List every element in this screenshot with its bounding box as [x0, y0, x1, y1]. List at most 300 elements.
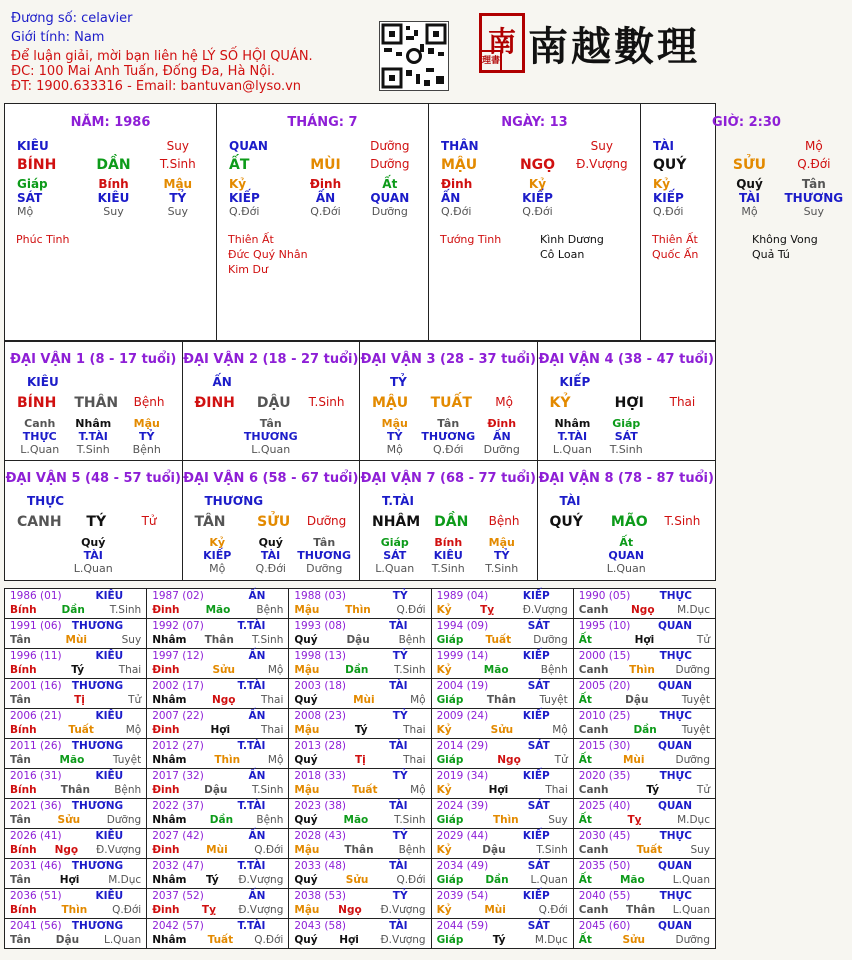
dai-van-3[interactable] — [360, 342, 538, 461]
year-god: T.TÀI — [237, 800, 266, 812]
hidden-growth — [298, 443, 352, 456]
hidden-growth: Q.Đới — [255, 562, 286, 575]
year-branch: Tuất — [68, 724, 94, 736]
year-branch: Tuất — [351, 784, 378, 796]
annual-cell[interactable] — [147, 859, 289, 889]
year-god: THỰC — [659, 590, 692, 602]
hidden-stem — [13, 536, 67, 549]
spacer — [81, 139, 145, 153]
hidden-stem: Đinh — [309, 177, 342, 191]
growth-stage: Mộ — [804, 139, 823, 153]
annual-cell[interactable] — [573, 769, 715, 799]
annual-cell[interactable] — [289, 859, 431, 889]
hidden-growth: T.Sinh — [76, 443, 110, 456]
year-label: 2022 (37) — [152, 800, 204, 812]
annual-cell[interactable] — [5, 709, 147, 739]
annual-cell[interactable] — [5, 649, 147, 679]
dai-van-title: ĐẠI VẬN 7 (68 - 77 tuổi) — [360, 471, 536, 486]
annual-pillar — [152, 813, 283, 827]
hidden-stem — [570, 177, 634, 191]
year-stem: Giáp — [436, 934, 464, 946]
annual-cell[interactable] — [573, 829, 715, 859]
year-god: T.TÀI — [237, 620, 266, 632]
year-branch: Tuất — [636, 844, 663, 856]
annual-cell[interactable] — [5, 799, 147, 829]
year-growth: Q.Đới — [396, 604, 426, 616]
annual-cell[interactable] — [431, 799, 573, 829]
year-branch: Dần — [209, 814, 234, 826]
annual-cell[interactable] — [5, 829, 147, 859]
ten-god: TÀI — [653, 139, 675, 153]
annual-cell[interactable] — [289, 829, 431, 859]
star-name: Không Vong — [752, 233, 818, 246]
year-stem: Tân — [10, 694, 31, 706]
annual-cell[interactable] — [573, 619, 715, 649]
annual-cell[interactable] — [5, 769, 147, 799]
annual-cell[interactable] — [289, 919, 431, 949]
ten-god: QUAN — [229, 139, 268, 153]
year-branch: Tý — [206, 874, 219, 886]
year-branch: Ngọ — [211, 694, 236, 706]
annual-pillar — [294, 813, 425, 827]
dai-van-god: ẤN — [212, 375, 232, 389]
year-branch: Tỵ — [480, 604, 495, 616]
annual-cell[interactable] — [431, 679, 573, 709]
annual-pillar — [437, 813, 568, 827]
hidden-stem: Tân — [801, 177, 826, 191]
year-branch: Hợi — [210, 724, 231, 736]
annual-cell[interactable] — [5, 919, 147, 949]
year-branch: Dần — [345, 664, 369, 676]
year-growth: Tuyệt — [112, 754, 142, 766]
dai-van-hidden-god-row — [368, 430, 529, 443]
hidden-stem — [120, 536, 174, 549]
pillar-0[interactable] — [5, 104, 217, 340]
annual-cell[interactable] — [431, 919, 573, 949]
dai-van-1[interactable] — [5, 342, 183, 461]
annual-cell[interactable] — [5, 679, 147, 709]
dai-van-hidden-god-row — [546, 549, 708, 562]
qr-code-icon[interactable] — [379, 21, 449, 91]
hidden-god: KIÊU — [97, 191, 130, 205]
annual-cell[interactable] — [5, 619, 147, 649]
year-god: TỶ — [392, 710, 408, 722]
hidden-stem: Quý — [736, 177, 763, 191]
annual-cell[interactable] — [431, 589, 573, 619]
year-stem: Đinh — [152, 844, 180, 856]
year-branch: Thân — [204, 634, 234, 646]
hidden-god: T.TÀI — [78, 430, 108, 443]
pillar-hidden-stem-row — [223, 177, 422, 191]
annual-head — [294, 589, 425, 603]
year-growth: Tử — [554, 754, 568, 766]
annual-head — [10, 769, 141, 783]
year-label: 1997 (12) — [152, 650, 204, 662]
year-god: SÁT — [527, 620, 550, 632]
annual-cell[interactable] — [289, 619, 431, 649]
hidden-stem: Quý — [258, 536, 283, 549]
heavenly-stem: ẤT — [229, 157, 250, 173]
year-label: 1999 (14) — [436, 650, 489, 662]
annual-pillar — [152, 903, 283, 917]
year-growth: L.Quan — [672, 904, 710, 916]
annual-cell[interactable] — [289, 589, 431, 619]
year-label: 2043 (58) — [294, 920, 346, 932]
annual-row — [5, 799, 716, 829]
annual-cell[interactable] — [289, 679, 431, 709]
annual-pillar — [152, 843, 283, 857]
annual-head — [437, 739, 568, 753]
year-label: 2006 (21) — [10, 710, 62, 722]
annual-pillar — [152, 723, 283, 737]
year-growth: Mộ — [410, 784, 426, 796]
year-label: 1990 (05) — [578, 590, 631, 602]
annual-cell[interactable] — [573, 679, 715, 709]
pillar-stem-row — [647, 153, 846, 173]
year-branch: Mão — [59, 754, 85, 766]
dai-van-8[interactable] — [538, 461, 716, 580]
year-god: SÁT — [527, 860, 550, 872]
year-stem: Mậu — [294, 904, 320, 916]
annual-head — [437, 919, 568, 933]
star-name: Kình Dương — [540, 233, 604, 246]
year-branch: Tý — [492, 934, 506, 946]
year-stem: Quý — [294, 754, 318, 766]
year-branch: Hợi — [634, 634, 655, 646]
annual-row — [5, 619, 716, 649]
year-branch: Sửu — [57, 814, 81, 826]
annual-cell[interactable] — [431, 649, 573, 679]
year-label: 2030 (45) — [578, 830, 631, 842]
annual-pillar — [437, 783, 568, 797]
year-branch: Mão — [343, 814, 369, 826]
dai-van-title: ĐẠI VẬN 6 (58 - 67 tuổi) — [183, 471, 359, 486]
dai-van-hidden-growth-row — [191, 562, 352, 575]
year-growth: Suy — [548, 814, 568, 826]
hidden-growth: Suy — [167, 205, 189, 218]
year-label: 2012 (27) — [152, 740, 204, 752]
annual-cell[interactable] — [289, 769, 431, 799]
year-god: SÁT — [527, 680, 550, 692]
year-god: KIÊU — [95, 770, 124, 782]
year-label: 2005 (20) — [578, 680, 631, 692]
annual-cell[interactable] — [289, 649, 431, 679]
pillar-hidden-stem-row — [11, 177, 210, 191]
hidden-god: KIẾP — [653, 191, 684, 205]
year-branch: Ngọ — [631, 604, 655, 616]
hidden-growth: Mộ — [386, 443, 403, 456]
annual-cell[interactable] — [289, 889, 431, 919]
dai-van-stem-row — [544, 514, 710, 530]
annual-cell[interactable] — [5, 589, 147, 619]
year-growth: Mộ — [552, 724, 568, 736]
year-stem: Đinh — [152, 784, 180, 796]
annual-head — [437, 649, 568, 663]
hidden-god: TÀI — [738, 191, 760, 205]
year-branch: Dậu — [625, 694, 649, 706]
year-stem: Kỷ — [436, 724, 452, 736]
year-branch: Tý — [71, 664, 85, 676]
annual-pillar — [579, 843, 710, 857]
hidden-growth: Suy — [803, 205, 825, 218]
year-growth: Tuyệt — [681, 724, 710, 736]
annual-pillar — [294, 693, 425, 707]
hidden-god: SÁT — [17, 191, 43, 205]
year-stem: Canh — [578, 604, 609, 616]
pillar-2[interactable] — [429, 104, 641, 340]
pillar-1[interactable] — [217, 104, 429, 340]
pillar-stem-row — [223, 153, 422, 173]
annual-row — [5, 739, 716, 769]
heavenly-stem: NHÂM — [372, 514, 421, 530]
hidden-growth: Q.Đới — [433, 443, 464, 456]
year-branch: Mùi — [206, 844, 228, 856]
year-god: THỰC — [659, 650, 692, 662]
year-branch: Ngọ — [338, 904, 362, 916]
annual-head — [294, 679, 425, 693]
year-label: 2020 (35) — [578, 770, 631, 782]
annual-cell[interactable] — [573, 859, 715, 889]
annual-cell[interactable] — [573, 799, 715, 829]
annual-cell[interactable] — [5, 739, 147, 769]
year-god: THỰC — [659, 830, 692, 842]
year-growth: Q.Đới — [396, 874, 426, 886]
annual-pillar — [10, 903, 141, 917]
year-branch: Tuất — [207, 934, 234, 946]
year-label: 2031 (46) — [10, 860, 62, 872]
dai-van-hidden-growth-row — [13, 443, 174, 456]
annual-head — [294, 769, 425, 783]
year-god: ẤN — [248, 770, 266, 782]
year-growth: Bệnh — [256, 814, 284, 826]
hidden-stem — [298, 417, 352, 430]
annual-cell[interactable] — [147, 799, 289, 829]
year-growth: Tuyệt — [539, 694, 568, 706]
heavenly-stem: QUÝ — [653, 157, 687, 173]
annual-cell[interactable] — [147, 829, 289, 859]
hidden-growth: T.Sinh — [609, 443, 643, 456]
year-branch: Mão — [205, 604, 231, 616]
star-name: Đức Quý Nhân — [228, 248, 308, 261]
annual-head — [152, 829, 283, 843]
star-name: Quốc Ấn — [652, 248, 699, 261]
annual-cell[interactable] — [431, 829, 573, 859]
pillar-hidden-growth-row — [223, 205, 422, 218]
year-growth: Bệnh — [540, 664, 568, 676]
year-god: KIẾP — [522, 830, 550, 842]
annual-head — [437, 619, 568, 633]
growth-stage: Bệnh — [488, 514, 520, 528]
annual-cell[interactable] — [573, 589, 715, 619]
annual-pillar — [579, 603, 710, 617]
annual-cell[interactable] — [5, 889, 147, 919]
annual-cell[interactable] — [147, 739, 289, 769]
pillar-hidden-god-row — [11, 191, 210, 205]
annual-cell[interactable] — [147, 589, 289, 619]
annual-cell[interactable] — [289, 709, 431, 739]
annual-cell[interactable] — [431, 619, 573, 649]
annual-cell[interactable] — [573, 739, 715, 769]
annual-cell[interactable] — [431, 739, 573, 769]
year-growth: Thai — [260, 694, 284, 706]
pillar-3[interactable] — [641, 104, 852, 340]
stars-right — [328, 232, 428, 277]
dai-van-god: THƯƠNG — [204, 494, 264, 508]
hidden-growth: Dưỡng — [371, 205, 408, 218]
hidden-stem: Mậu — [133, 417, 160, 430]
branch-stage: Dưỡng — [370, 157, 410, 171]
dai-van-grid — [4, 341, 716, 581]
year-branch: Dậu — [482, 844, 506, 856]
annual-cell[interactable] — [147, 619, 289, 649]
year-god: THỰC — [659, 770, 692, 782]
year-god: TÀI — [389, 800, 408, 812]
growth-stage: Suy — [590, 139, 613, 153]
hidden-growth: T.Sinh — [485, 562, 519, 575]
annual-cell[interactable] — [573, 919, 715, 949]
year-growth: Tuyệt — [681, 694, 710, 706]
hidden-growth: L.Quan — [552, 443, 592, 456]
annual-pillar — [294, 603, 425, 617]
annual-head — [579, 739, 710, 753]
year-branch: Sửu — [622, 934, 645, 946]
growth-stage: Bệnh — [133, 395, 165, 409]
year-growth: Q.Đới — [254, 844, 284, 856]
annual-pillar — [579, 933, 710, 947]
annual-pillar — [294, 753, 425, 767]
annual-cell[interactable] — [147, 919, 289, 949]
dai-van-title: ĐẠI VẬN 2 (18 - 27 tuổi) — [183, 352, 359, 367]
annual-cell[interactable] — [573, 709, 715, 739]
annual-cell[interactable] — [5, 859, 147, 889]
annual-cell[interactable] — [431, 709, 573, 739]
hidden-god: KIẾP — [203, 549, 232, 562]
dai-van-2[interactable] — [183, 342, 361, 461]
annual-head — [294, 649, 425, 663]
year-branch: Mùi — [484, 904, 506, 916]
year-god: T.TÀI — [237, 920, 266, 932]
year-branch: Tỵ — [627, 814, 642, 826]
year-stem: Tân — [10, 754, 31, 766]
annual-cell[interactable] — [147, 709, 289, 739]
annual-cell[interactable] — [147, 769, 289, 799]
year-branch: Tý — [354, 724, 368, 736]
annual-head — [10, 739, 141, 753]
year-branch: Thân — [486, 694, 517, 706]
dai-van-7[interactable] — [360, 461, 538, 580]
hidden-growth: Q.Đới — [653, 205, 684, 218]
dai-van-4[interactable] — [538, 342, 716, 461]
dai-van-hidden-stem-row — [191, 417, 352, 430]
stars-right — [116, 232, 216, 247]
year-label: 2002 (17) — [152, 680, 204, 692]
year-growth: Mộ — [125, 724, 142, 736]
year-god: T.TÀI — [237, 740, 266, 752]
growth-stage: T.Sinh — [664, 514, 701, 528]
year-god: THƯƠNG — [71, 920, 124, 932]
annual-cell[interactable] — [431, 859, 573, 889]
year-stem: Mậu — [294, 784, 320, 796]
annual-head — [579, 919, 710, 933]
year-label: 2000 (15) — [578, 650, 631, 662]
year-label: 2036 (51) — [10, 890, 62, 902]
year-stem: Nhâm — [152, 934, 187, 946]
dai-van-6[interactable] — [183, 461, 361, 580]
annual-cell[interactable] — [289, 799, 431, 829]
dai-van-hidden-stem-row — [368, 417, 529, 430]
year-god: TỶ — [392, 830, 408, 842]
year-label: 2007 (22) — [152, 710, 204, 722]
annual-cell[interactable] — [147, 889, 289, 919]
hidden-stem: Giáp — [17, 177, 48, 191]
annual-head — [294, 859, 425, 873]
heavenly-stem: QUÝ — [549, 514, 583, 530]
hidden-stem — [653, 536, 707, 549]
hidden-growth: L.Quan — [73, 562, 113, 575]
hidden-god: SÁT — [383, 549, 407, 562]
growth-stage: Dưỡng — [370, 139, 410, 153]
year-stem: Quý — [294, 634, 318, 646]
hidden-god: THỰC — [22, 430, 57, 443]
annual-head — [437, 769, 568, 783]
year-label: 2039 (54) — [436, 890, 489, 902]
contact-line-2: ĐC: 100 Mai Anh Tuấn, Đống Đa, Hà Nội. — [11, 64, 275, 79]
annual-cell[interactable] — [147, 649, 289, 679]
hidden-god: KIẾP — [229, 191, 260, 205]
annual-cell[interactable] — [147, 679, 289, 709]
year-god: KIÊU — [95, 710, 124, 722]
year-growth: Tử — [128, 694, 142, 706]
dai-van-stem-row — [544, 395, 710, 411]
heavenly-stem: KỶ — [549, 395, 571, 411]
year-label: 1992 (07) — [152, 620, 204, 632]
hidden-god — [191, 430, 244, 443]
year-stem: Kỷ — [436, 844, 452, 856]
annual-head — [579, 709, 710, 723]
year-god: QUAN — [657, 740, 692, 752]
year-stem: Đinh — [152, 724, 180, 736]
annual-cell[interactable] — [573, 889, 715, 919]
dai-van-5[interactable] — [5, 461, 183, 580]
dai-van-hidden-god-row — [191, 430, 352, 443]
year-god: ẤN — [248, 590, 266, 602]
annual-cell[interactable] — [289, 739, 431, 769]
year-growth: Đ.Vượng — [380, 904, 426, 916]
annual-pillar — [579, 753, 710, 767]
annual-row — [5, 649, 716, 679]
year-label: 2017 (32) — [152, 770, 204, 782]
year-label: 1991 (06) — [10, 620, 62, 632]
hidden-stem: Giáp — [380, 536, 409, 549]
annual-cell[interactable] — [573, 649, 715, 679]
year-stem: Đinh — [152, 904, 180, 916]
year-growth: Mộ — [410, 694, 426, 706]
year-growth: T.Sinh — [536, 844, 568, 856]
year-stem: Tân — [10, 634, 31, 646]
hidden-growth: Q.Đới — [441, 205, 472, 218]
annual-pillar — [579, 723, 710, 737]
year-growth: Suy — [690, 844, 710, 856]
year-growth: M.Dục — [108, 874, 142, 886]
earthly-branch: THÂN — [74, 395, 119, 411]
annual-cell[interactable] — [431, 889, 573, 919]
hidden-god: QUAN — [370, 191, 410, 205]
year-stem: Quý — [294, 694, 318, 706]
annual-cell[interactable] — [431, 769, 573, 799]
hidden-growth: Mộ — [209, 562, 226, 575]
year-god: QUAN — [657, 920, 692, 932]
year-label: 2032 (47) — [152, 860, 204, 872]
